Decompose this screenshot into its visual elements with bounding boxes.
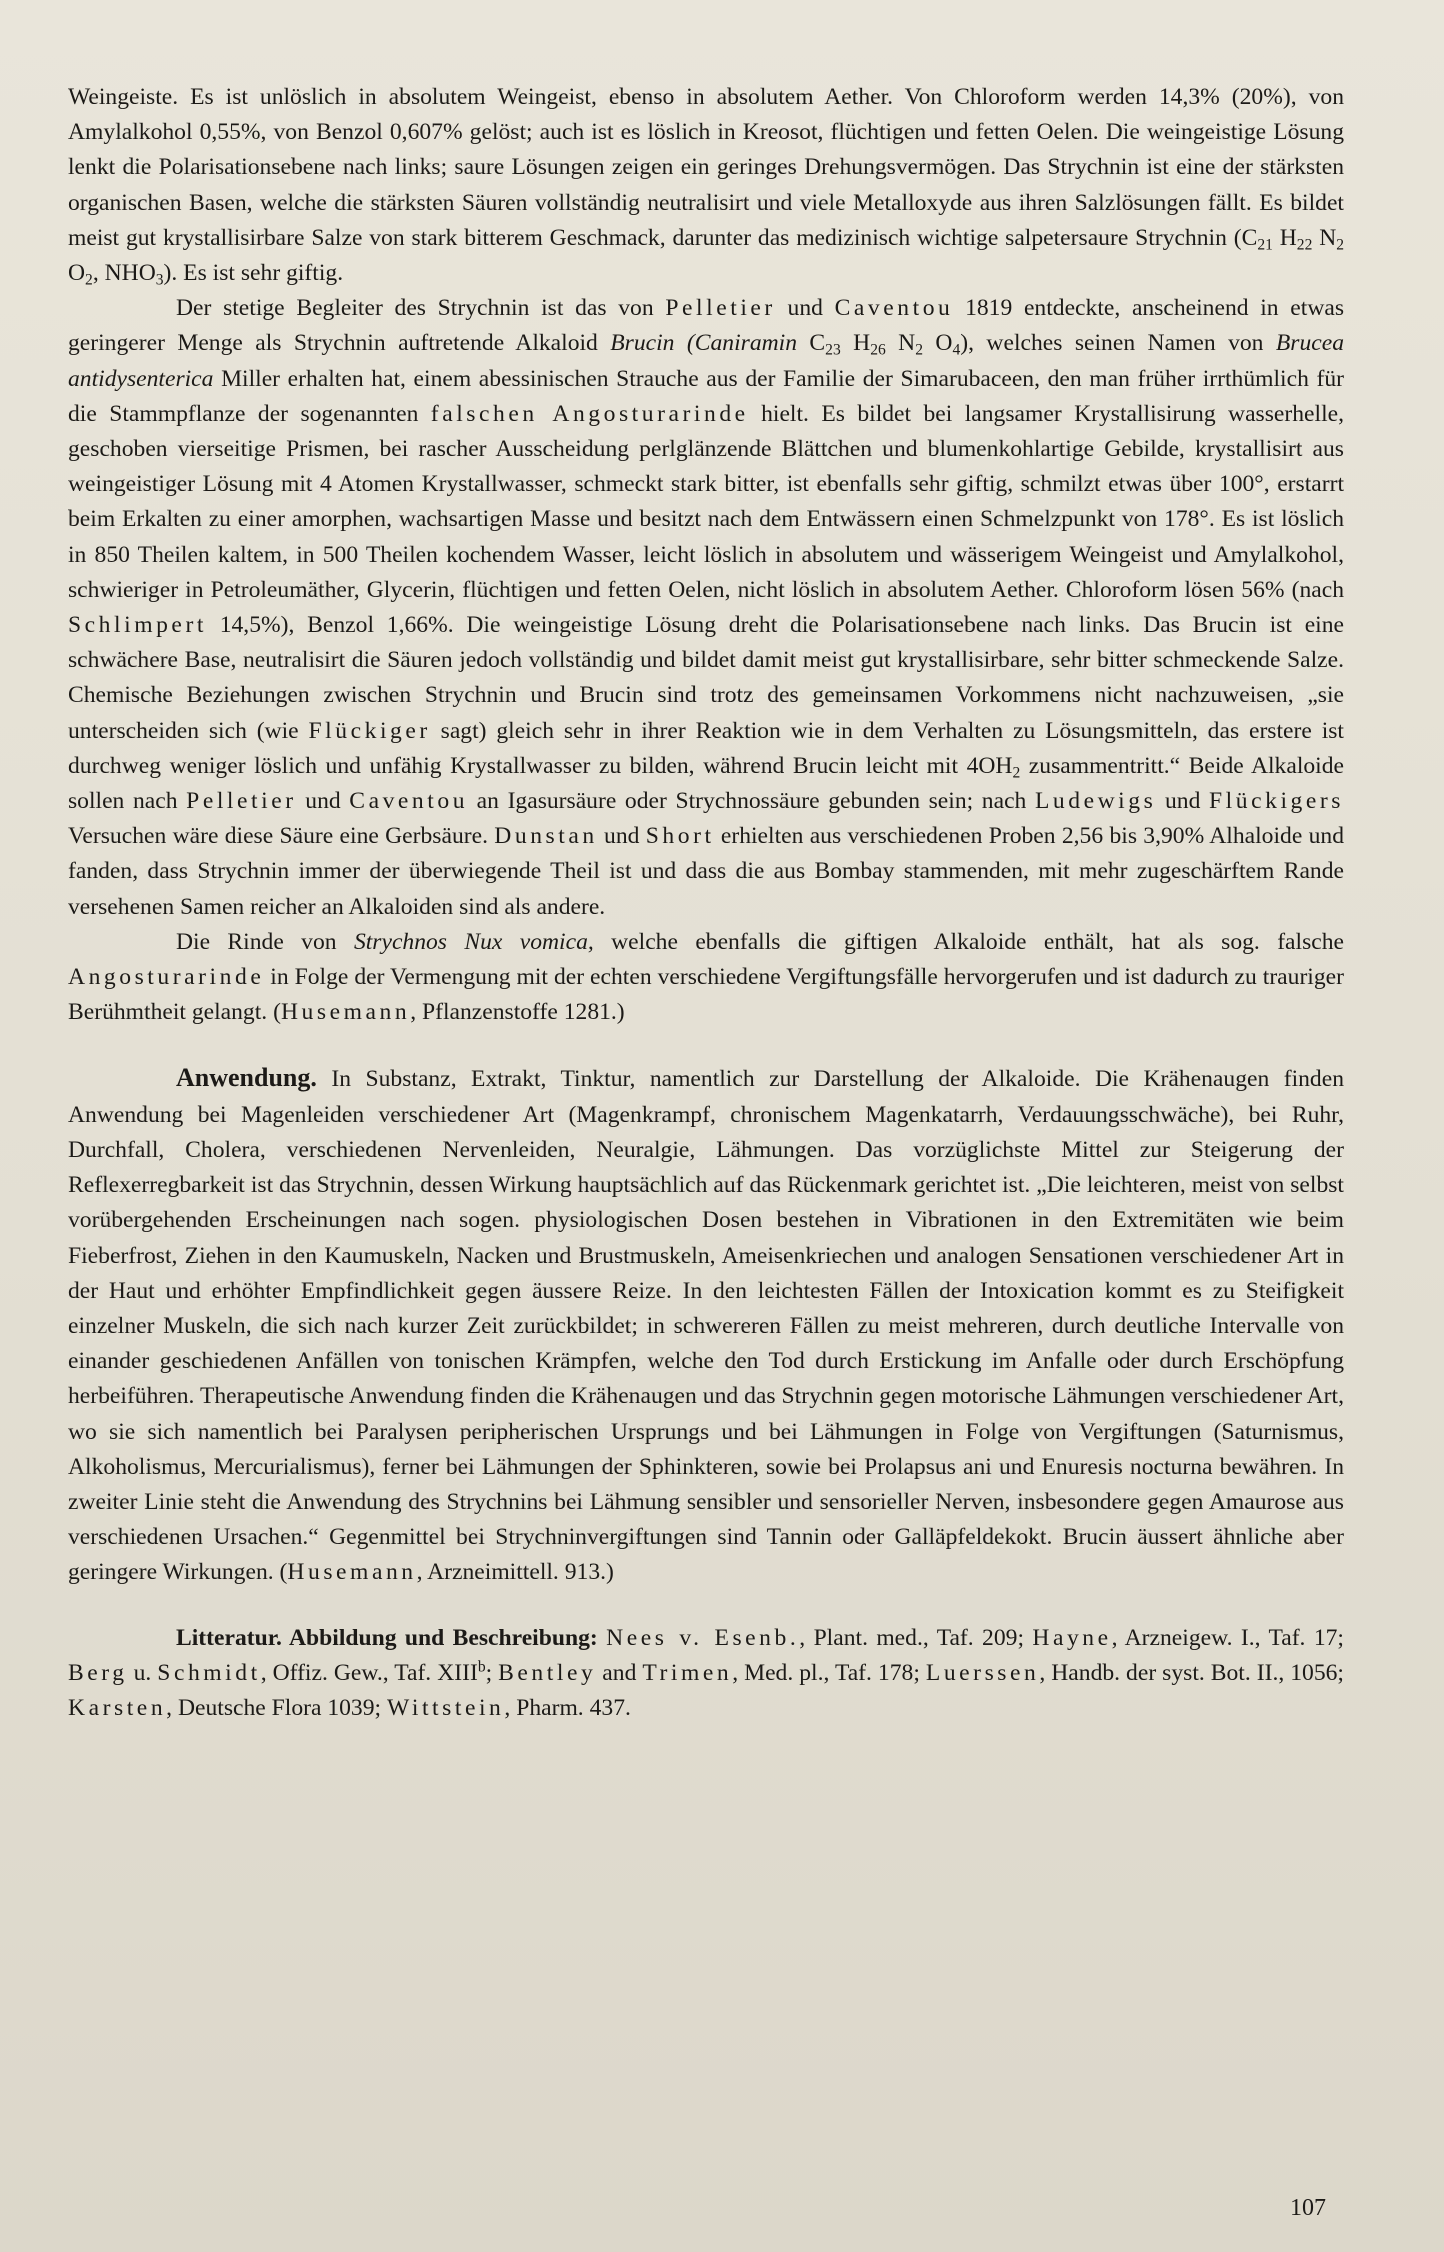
spaced-name: Schmidt bbox=[157, 1659, 261, 1686]
text-run: und bbox=[775, 295, 835, 322]
subscript: 2 bbox=[915, 342, 924, 360]
subscript: 2 bbox=[85, 271, 93, 289]
text-run: , Med. pl., Taf. 178; bbox=[732, 1659, 926, 1686]
text-run: N bbox=[885, 330, 916, 357]
text-run: und bbox=[1156, 788, 1209, 815]
text-run: , Handb. der syst. Bot. II., 1056; bbox=[1039, 1659, 1344, 1686]
text-run: welche ebenfalls die giftigen Alkaloide enthält, hat als sog. falsche bbox=[593, 928, 1344, 955]
text-run: ; bbox=[485, 1659, 499, 1686]
spaced-name: Luerssen bbox=[925, 1659, 1040, 1686]
text-run: Miller erhalten hat, einem abessinischen Strauche aus der Familie der Simarubaceen, den man früher irrthümlich für die Stammpflanze der sogenannten bbox=[68, 365, 1344, 427]
bold-heading: Litteratur. Abbildung und Beschreibung: bbox=[176, 1624, 598, 1651]
spaced-name: Short bbox=[645, 823, 715, 850]
text-run: u. bbox=[127, 1659, 158, 1686]
spaced-name: Berg bbox=[68, 1659, 128, 1686]
text-run: C bbox=[797, 330, 826, 357]
text-run: 1819 entdeckte, anscheinend in etwas geringerer Menge als Strychnin auftretende Alkaloid bbox=[68, 295, 1345, 357]
text-run: Versuchen wäre diese Säure eine Gerbsäure. bbox=[68, 823, 495, 850]
spaced-name: Trimen bbox=[642, 1659, 733, 1686]
spaced-name: Schlimpert bbox=[68, 612, 207, 639]
text-run: , NHO bbox=[92, 260, 156, 287]
text-run: hielt. Es bildet bei langsamer Krystallisirung wasserhelle, geschoben vierseitige Prismen, bei rascher Ausscheidung perlglänzende Blättchen und blumenkohlartige Gebilde, krystallisirt aus weingeistiger Lösung mit 4 Atomen Krystallwasser, schmeckt stark bitter, ist ebenfalls sehr giftig, schmilzt etwas über 100°, erstarrt beim Erkalten zu einer amorphen, wachsartigen Masse und besitzt nach dem Entwässern einen Schmelzpunkt von 178°. Es ist löslich in 850 Theilen kaltem, in 500 Theilen kochendem Wasser, leicht löslich in absolutem und wässerigem Weingeist und Amylalkohol, schwieriger in Petroleumäther, Glycerin, flüchtigen und fetten Oelen, nicht löslich in absolutem Aether. Chloroform lösen 56% (nach bbox=[68, 400, 1344, 603]
page-number: 107 bbox=[1290, 2195, 1326, 2221]
spaced-name: Caventou bbox=[834, 295, 954, 322]
text-run: zusammentritt.“ Beide Alkaloide sollen nach bbox=[68, 752, 1344, 815]
spaced-name: Pelletier bbox=[186, 788, 297, 815]
text-run: erhielten aus verschiedenen Proben 2,56 bis 3,90% Alhaloide und fanden, dass Strychnin immer der überwiegende Theil ist und dass die aus Bombay stammenden, mit mehr zugeschärftem Rande versehenen Samen reicher an Alkaloiden sind als andere. bbox=[68, 823, 1344, 920]
spaced-name: Husemann bbox=[280, 999, 411, 1026]
text-run: , Arzneimittell. 913.) bbox=[416, 1559, 614, 1586]
subscript: 22 bbox=[1296, 236, 1313, 254]
text-run: Weingeiste. Es ist unlöslich in absolutem Weingeist, ebenso in absolutem Aether. Von Chloroform werden 14,3% (20%), von Amylalkohol 0,55%, von Benzol 0,607% gelöst; auch ist es löslich in Kreosot, flüchtigen und fetten Oelen. Die weingeistige Lösung lenkt die Polarisationsebene nach links; saure Lösungen zeigen ein geringes Drehungsvermögen. Das Strychnin ist eine der stärksten organischen Basen, welche die stärksten Säuren vollständig neutralisirt und viele Metalloxyde aus ihren Salzlösungen fällt. Es bildet meist gut krystallisirbare Salze von stark bitterem Geschmack, darunter das medizinisch wichtige salpetersaure Strychnin (C bbox=[68, 84, 1344, 251]
spaced-name: Ludewigs bbox=[1034, 788, 1157, 815]
text-run: ), welches seinen Namen von bbox=[960, 330, 1276, 357]
superscript: b bbox=[477, 1658, 486, 1676]
italic-text: Strychnos Nux vomica, bbox=[353, 928, 594, 955]
text-run: , Deutsche Flora 1039; bbox=[166, 1694, 387, 1721]
spaced-name: Angosturarinde bbox=[68, 964, 265, 991]
spaced-name: Karsten bbox=[68, 1694, 167, 1721]
text-run: , Plant. med., Taf. 209; bbox=[799, 1624, 1033, 1651]
text-run: H bbox=[840, 330, 871, 357]
text-run: and bbox=[596, 1659, 643, 1686]
text-run: N bbox=[1312, 224, 1337, 251]
spaced-name: Wittstein bbox=[386, 1694, 505, 1721]
section-heading: Anwendung. bbox=[176, 1063, 317, 1093]
text-run: Der stetige Begleiter des Strychnin ist das von bbox=[176, 295, 666, 322]
text-run: , Pflanzenstoffe 1281.) bbox=[410, 999, 625, 1026]
body-text bbox=[68, 80, 1344, 1726]
spaced-name: Pelletier bbox=[665, 295, 776, 322]
subscript: 26 bbox=[870, 342, 886, 360]
spaced-name: Hayne bbox=[1032, 1624, 1112, 1651]
spaced-name: Husemann bbox=[287, 1559, 417, 1586]
text-run: und bbox=[597, 823, 646, 850]
text-run: sagt) gleich sehr in ihrer Reaktion wie in dem Verhalten zu Lösungsmitteln, das erstere ist durchweg weniger löslich und unfähig Krystallwasser zu bilden, während Brucin leicht mit 4OH bbox=[68, 717, 1344, 779]
spaced-name: Caventou bbox=[349, 788, 469, 815]
subscript: 2 bbox=[1012, 764, 1021, 782]
text-run: In Substanz, Extrakt, Tinktur, namentlich zur Darstellung der Alkaloide. Die Krähenaugen finden Anwendung bei Magenleiden verschiedener Art (Magenkrampf, chronischem Magenkatarrh, Verdauungsschwäche), bei Ruhr, Durchfall, Cholera, verschiedenen Nervenleiden, Neuralgie, Lähmungen. Das vorzüglichste Mittel zur Steigerung der Reflexerregbarkeit ist das Strychnin, dessen Wirkung hauptsächlich auf das Rückenmark gerichtet ist. „Die leichteren, meist von selbst vorübergehenden Erscheinungen nach sogen. physiologischen Dosen bestehen in Vibrationen in den Extremitäten wie beim Fieberfrost, Ziehen in den Kaumuskeln, Nacken und Brustmuskeln, Ameisenkriechen und analogen Sensationen verschiedener Art in der Haut und erhöhter Empfindlichkeit gegen äussere Reize. In den leichtesten Fällen der Intoxication kommt es zu Steifigkeit einzelner Muskeln, die sich nach kurzer Zeit zurückbildet; in schwereren Fällen zu meist mehreren, durch deutliche Intervalle von einander geschiedenen Anfällen von tonischen Krämpfen, welche den Tod durch Erstickung im Anfalle oder durch Erschöpfung herbeiführen. Therapeutische Anwendung finden die Krähenaugen und das Strychnin gegen motorische Lähmungen verschiedener Art, wo sie sich namentlich bei Paralysen peripherischen Ursprungs und bei Lähmungen in Folge von Vergiftungen (Saturnismus, Alkoholismus, Mercurialismus), ferner bei Lähmungen der Sphinkteren, sowie bei Prolapsus ani und Enuresis nocturna bewähren. In zweiter Linie steht die Anwendung des Strychnins bei Lähmung sensibler und sensorieller Nerven, insbesondere gegen Amaurose aus verschiedenen Ursachen.“ Gegenmittel bei Strychninvergiftungen sind Tannin oder Galläpfeldekokt. Brucin äussert ähnliche aber geringere Wirkungen. ( bbox=[68, 1066, 1344, 1586]
subscript: 4 bbox=[952, 342, 961, 360]
spaced-name: Dunstan bbox=[494, 823, 598, 850]
italic-text: Brucea antidysenterica bbox=[68, 330, 1345, 392]
spaced-name: Nees v. Esenb. bbox=[606, 1624, 800, 1651]
paragraph bbox=[68, 925, 1344, 1031]
paragraph bbox=[68, 1060, 1344, 1590]
text-run: in Folge der Vermengung mit der echten verschiedene Vergiftungsfälle hervorgerufen und ist dadurch zu trauriger Berühmtheit gelangt. ( bbox=[68, 964, 1344, 1026]
text-run: H bbox=[1272, 224, 1297, 251]
italic-text: Brucin (Caniramin bbox=[610, 330, 798, 357]
subscript: 2 bbox=[1336, 236, 1345, 254]
paragraph bbox=[68, 1621, 1344, 1727]
text-run: , Arzneigew. I., Taf. 17; bbox=[1111, 1624, 1344, 1651]
text-run: O bbox=[923, 330, 953, 357]
text-run: und bbox=[296, 788, 350, 815]
text-run bbox=[598, 1625, 606, 1651]
text-run: , Pharm. 437. bbox=[504, 1694, 631, 1721]
text-run: an Igasursäure oder Strychnossäure gebunden sein; nach bbox=[468, 788, 1035, 815]
text-run: , Offiz. Gew., Taf. XIII bbox=[260, 1659, 478, 1686]
text-run: ). Es ist sehr giftig. bbox=[163, 260, 344, 287]
spaced-name: Bentley bbox=[498, 1659, 597, 1686]
subscript: 23 bbox=[825, 342, 841, 360]
text-run: 14,5%), Benzol 1,66%. Die weingeistige Lösung dreht die Polarisationsebene nach links. Das Brucin ist eine schwächere Base, neutralisirt die Säuren jedoch vollständig und bildet damit meist gut krystallisirbare, sehr bitter schmeckende Salze. Chemische Beziehungen zwischen Strychnin und Brucin sind trotz des gemeinsamen Vorkommens nicht nachzuweisen, „sie unterscheiden sich (wie bbox=[68, 612, 1344, 744]
subscript: 21 bbox=[1257, 236, 1273, 254]
paragraph bbox=[68, 291, 1344, 925]
spaced-name: Flückigers bbox=[1209, 788, 1345, 815]
spaced-name: falschen Angosturarinde bbox=[430, 400, 749, 427]
spaced-name: Flückiger bbox=[308, 717, 431, 744]
subscript: 3 bbox=[155, 271, 164, 289]
paragraph bbox=[68, 80, 1344, 291]
text-run: Die Rinde von bbox=[176, 928, 354, 955]
text-run: O bbox=[68, 260, 86, 287]
